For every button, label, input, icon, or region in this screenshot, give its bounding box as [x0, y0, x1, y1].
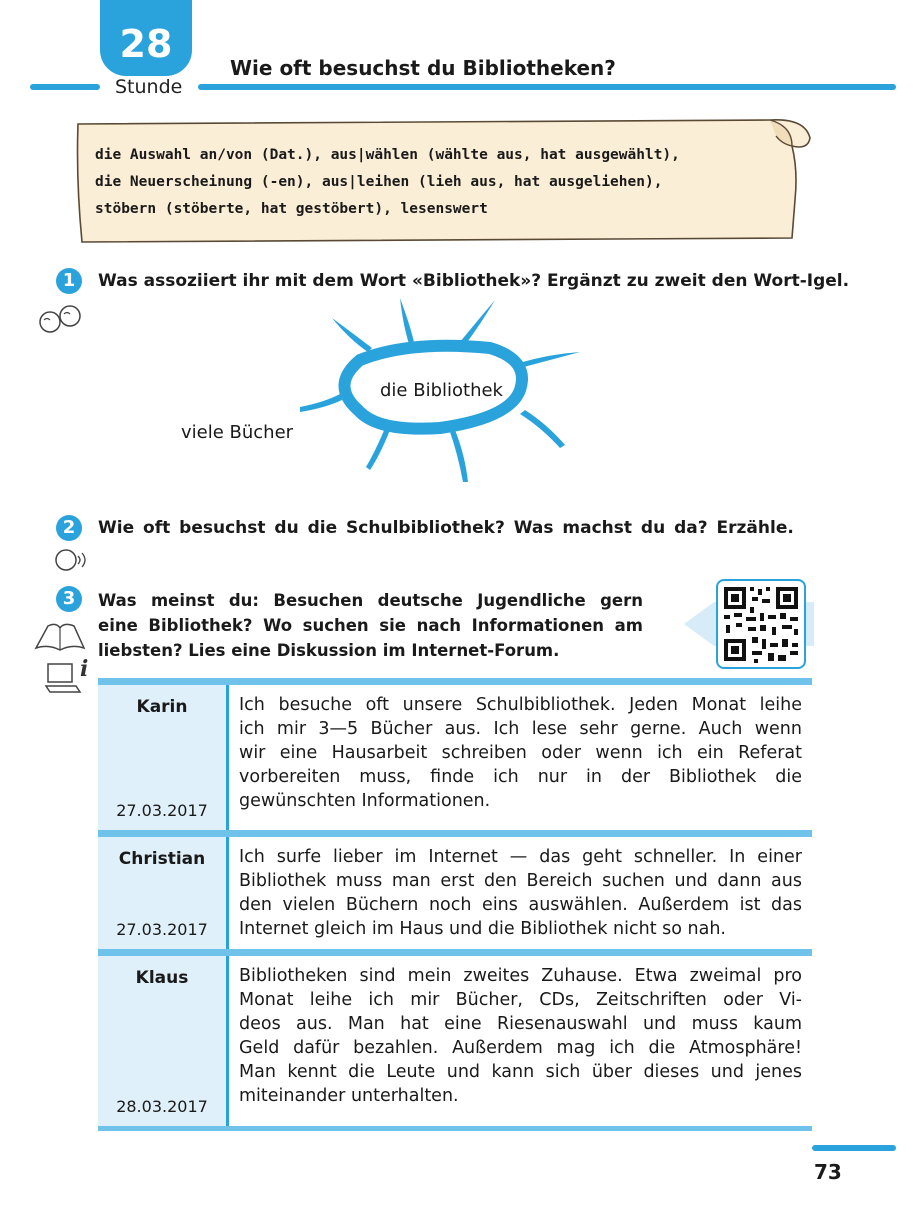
- hedgehog-example-word: viele Bücher: [181, 422, 294, 443]
- post-line: wir eine Hausarbeit schreiben oder wenn ich ein Referat: [239, 743, 802, 763]
- task-2-instruction: Wie oft besuchst du die Schulbibliothek? Was machst du da? Erzähle.: [98, 518, 794, 538]
- vocabulary-list: [95, 142, 795, 223]
- task-3-line: Was meinst du: Besuchen deutsche Jugendliche gern: [98, 591, 643, 610]
- post-line: Ich surfe lieber im Internet — das geht schneller. In einer: [239, 847, 802, 867]
- post-line: gewünschten Informationen.: [239, 791, 491, 811]
- post-meta: [98, 837, 229, 949]
- forum-post: [98, 956, 812, 1126]
- forum-row-divider: [98, 1126, 812, 1131]
- post-meta: [98, 685, 229, 830]
- lesson-number: 28: [119, 22, 173, 66]
- post-line: deos aus. Man hat eine Riesenauswahl und muss kaum: [239, 1014, 802, 1034]
- laptop-info-icon: [44, 656, 94, 696]
- post-line: Bibliothek muss man erst den Bereich suchen und dann aus: [239, 871, 802, 891]
- qr-code-image: [718, 581, 804, 667]
- qr-code[interactable]: [716, 579, 806, 669]
- post-author: Karin: [136, 697, 188, 717]
- task-3-line: liebsten? Lies eine Diskussion im Internet-Forum.: [98, 641, 560, 660]
- page-title: Wie oft besuchst du Bibliotheken?: [230, 56, 616, 80]
- speaking-icon: [50, 546, 90, 574]
- post-line: vorbereiten muss, finde ich nur in der Bibliothek die: [239, 767, 802, 787]
- page-number: 73: [814, 1160, 842, 1184]
- header-rule-right: [198, 84, 896, 90]
- post-line: Man kennt die Leute und kann sich über dieses und jenes: [239, 1062, 802, 1082]
- post-line: miteinander unterhalten.: [239, 1086, 459, 1106]
- footer-rule: [812, 1145, 896, 1151]
- vocabulary-line: stöbern (stöberte, hat gestöbert), lesenswert: [95, 201, 488, 217]
- post-author: Christian: [118, 849, 206, 869]
- forum-table: [98, 678, 812, 1131]
- post-text: [229, 837, 812, 949]
- forum-row-divider: [98, 949, 812, 956]
- forum-post: [98, 837, 812, 949]
- post-line: Bibliotheken sind mein zweites Zuhause. Etwa zweimal pro: [239, 966, 802, 986]
- post-meta: [98, 956, 229, 1126]
- forum-row-divider: [98, 830, 812, 837]
- forum-post: [98, 685, 812, 830]
- post-date: 27.03.2017: [116, 801, 208, 820]
- task-3-instruction: [98, 588, 643, 663]
- post-line: Ich besuche oft unsere Schulbibliothek. Jeden Monat leihe: [239, 695, 802, 715]
- task-number-badge: 3: [56, 586, 82, 612]
- task-1-instruction: Was assoziiert ihr mit dem Wort «Bibliothek»? Ergänzt zu zweit den Wort-Igel.: [98, 271, 850, 291]
- post-date: 27.03.2017: [116, 920, 208, 939]
- vocabulary-line: die Auswahl an/von (Dat.), aus|wählen (wählte aus, hat ausgewählt),: [95, 147, 680, 163]
- task-number-badge: 1: [56, 268, 82, 294]
- post-line: Geld dafür bezahlen. Außerdem mag ich die Atmosphäre!: [239, 1038, 802, 1058]
- post-date: 28.03.2017: [116, 1097, 208, 1116]
- lesson-word: Stunde: [115, 76, 183, 98]
- pair-work-icon: [34, 302, 90, 336]
- post-line: Internet gleich im Haus und die Bibliothek nicht so nah.: [239, 919, 726, 939]
- header-rule-left: [30, 84, 100, 90]
- hedgehog-center-word: die Bibliothek: [380, 380, 503, 401]
- post-text: [229, 956, 812, 1126]
- post-line: den vielen Büchern noch eins auswählen. Außerdem ist das: [239, 895, 802, 915]
- vocabulary-line: die Neuerscheinung (-en), aus|leihen (lieh aus, hat ausgeliehen),: [95, 174, 663, 190]
- post-text: [229, 685, 812, 830]
- post-author: Klaus: [135, 968, 189, 988]
- task-number-badge: 2: [56, 515, 82, 541]
- post-line: Monat leihe ich mir Bücher, CDs, Zeitschriften oder Vi-: [239, 990, 802, 1010]
- post-line: ich mir 3—5 Bücher aus. Ich lese sehr gerne. Auch wenn: [239, 719, 802, 739]
- task-3-line: eine Bibliothek? Wo suchen sie nach Informationen am: [98, 616, 643, 635]
- svg-text:i: i: [80, 656, 89, 682]
- open-book-icon: [32, 620, 88, 654]
- lesson-number-tab: [100, 0, 192, 76]
- forum-row-divider: [98, 678, 812, 685]
